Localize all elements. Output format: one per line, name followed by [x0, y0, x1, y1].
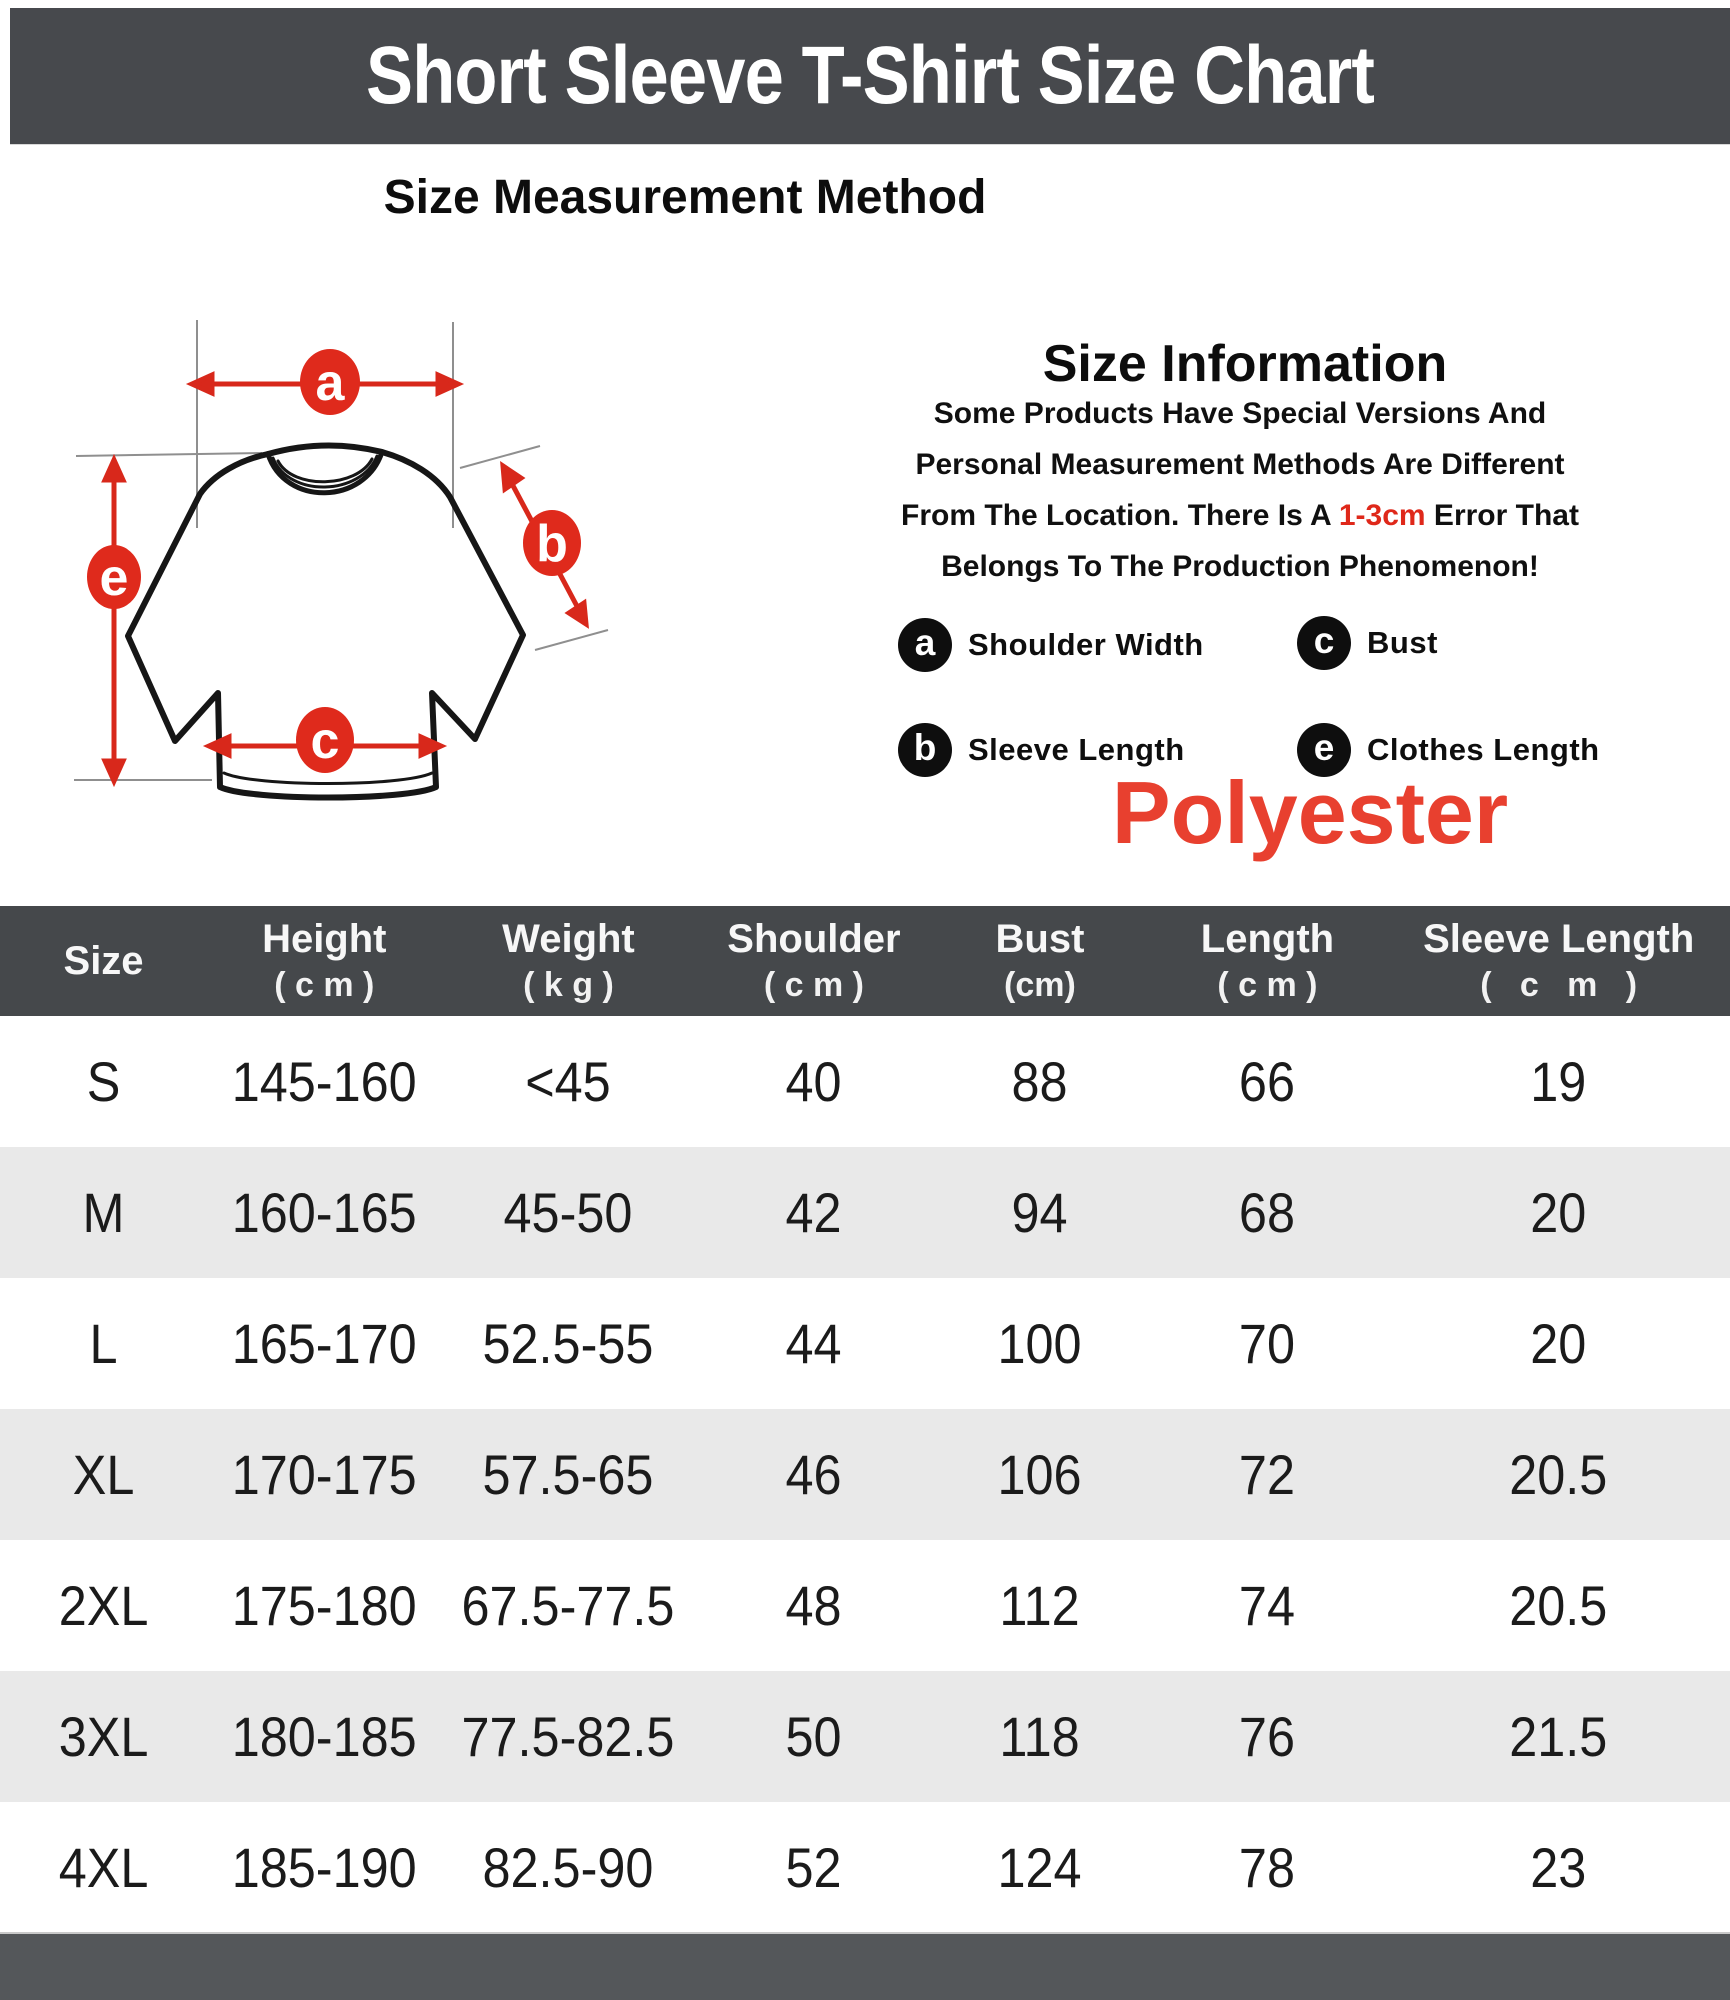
table-cell: 100: [997, 1312, 1082, 1375]
table-cell: 160-165: [231, 1181, 417, 1244]
table-cell: 48: [785, 1574, 842, 1637]
table-row-l: [0, 1278, 1730, 1409]
table-row-3xl: [0, 1671, 1730, 1802]
table-cell: 88: [1011, 1050, 1068, 1113]
table-cell: 94: [1011, 1181, 1068, 1244]
material-label: Polyester: [1111, 763, 1509, 862]
table-cell: 72: [1239, 1443, 1296, 1506]
table-cell: 19: [1530, 1050, 1587, 1113]
legend-marker-a: a: [898, 618, 952, 672]
table-cell: 46: [785, 1443, 842, 1506]
table-cell: 42: [785, 1181, 842, 1244]
table-cell: 70: [1239, 1312, 1296, 1375]
table-cell: 20.5: [1509, 1443, 1608, 1506]
size-table-body: [0, 1016, 1730, 1933]
table-cell: 40: [785, 1050, 842, 1113]
marker-c-letter: c: [310, 712, 340, 770]
table-row-xl: [0, 1409, 1730, 1540]
column-header-height: Height ( c m ): [262, 917, 387, 1004]
table-cell: 52.5-55: [482, 1312, 654, 1375]
table-cell: 50: [785, 1705, 842, 1768]
table-cell: S: [86, 1050, 121, 1113]
table-cell: 52: [785, 1836, 842, 1899]
table-cell: 175-180: [231, 1574, 417, 1637]
table-cell: 23: [1530, 1836, 1587, 1899]
info-line-2: Personal Measurement Methods Are Different: [915, 448, 1565, 481]
table-cell: 118: [999, 1705, 1081, 1768]
column-header-sleeve-length: Sleeve Length ( c m ): [1423, 917, 1695, 1004]
table-cell: 124: [997, 1836, 1082, 1899]
column-header-weight: Weight ( k g ): [502, 917, 635, 1004]
table-cell: 3XL: [58, 1705, 149, 1768]
size-information-heading: Size Information: [1042, 335, 1448, 393]
info-line-3: [860, 490, 1620, 541]
legend-item-shoulder-width: [898, 618, 1204, 672]
table-cell: 76: [1239, 1705, 1296, 1768]
marker-b-letter: b: [536, 515, 568, 573]
measurement-method-heading: Size Measurement Method: [383, 171, 987, 224]
table-cell: 20: [1530, 1312, 1587, 1375]
table-row-s: [0, 1016, 1730, 1147]
table-row-4xl: [0, 1802, 1730, 1933]
table-cell: 21.5: [1509, 1705, 1608, 1768]
legend-label-shoulder-width: Shoulder Width: [968, 627, 1204, 662]
table-cell: 180-185: [231, 1705, 417, 1768]
table-cell: L: [89, 1312, 118, 1375]
marker-a-letter: a: [315, 354, 345, 412]
tolerance-highlight: 1-3cm: [1338, 499, 1426, 532]
table-cell: 57.5-65: [482, 1443, 654, 1506]
legend-marker-e: e: [1297, 723, 1351, 777]
table-cell: 74: [1239, 1574, 1296, 1637]
table-cell: 45-50: [504, 1181, 633, 1244]
column-header-length: Length ( c m ): [1200, 917, 1335, 1004]
footer-band: [0, 1932, 1730, 2000]
tshirt-measurement-diagram: [0, 300, 660, 810]
column-header-shoulder: Shoulder ( c m ): [727, 917, 901, 1004]
table-cell: M: [82, 1181, 125, 1244]
info-line-1: Some Products Have Special Versions And: [933, 397, 1547, 430]
table-cell: 77.5-82.5: [461, 1705, 675, 1768]
legend-item-bust: [1297, 616, 1438, 670]
legend-label-clothes-length: Clothes Length: [1367, 732, 1600, 767]
table-cell: 67.5-77.5: [461, 1574, 675, 1637]
legend-marker-b: b: [898, 723, 952, 777]
table-cell: 78: [1239, 1836, 1296, 1899]
size-table-header: [0, 906, 1730, 1016]
table-cell: 4XL: [58, 1836, 149, 1899]
table-cell: 68: [1239, 1181, 1296, 1244]
info-line-4: Belongs To The Production Phenomenon!: [941, 550, 1539, 583]
legend-marker-c: c: [1297, 616, 1351, 670]
column-header-bust: Bust (cm): [995, 917, 1085, 1004]
table-cell: 112: [999, 1574, 1081, 1637]
table-cell: 20: [1530, 1181, 1587, 1244]
table-row-m: [0, 1147, 1730, 1278]
column-header-size: Size: [63, 938, 144, 983]
title-band: [10, 8, 1730, 144]
table-cell: 106: [997, 1443, 1082, 1506]
table-cell: 185-190: [231, 1836, 417, 1899]
tshirt-diagram-svg: [0, 300, 660, 810]
table-cell: <45: [525, 1050, 612, 1113]
page-title: Short Sleeve T-Shirt Size Chart: [366, 30, 1374, 121]
legend-label-bust: Bust: [1367, 625, 1438, 660]
table-cell: 20.5: [1509, 1574, 1608, 1637]
table-cell: 44: [785, 1312, 842, 1375]
table-cell: 66: [1239, 1050, 1296, 1113]
marker-e-letter: e: [99, 549, 129, 607]
info-line-3-pre: From The Location. There Is A: [901, 499, 1339, 532]
table-cell: XL: [72, 1443, 135, 1506]
table-cell: 170-175: [231, 1443, 417, 1506]
table-cell: 145-160: [231, 1050, 417, 1113]
table-cell: 2XL: [58, 1574, 149, 1637]
legend-label-sleeve-length: Sleeve Length: [968, 732, 1185, 767]
info-line-3-post: Error That: [1425, 499, 1579, 532]
table-row-2xl: [0, 1540, 1730, 1671]
table-cell: 165-170: [231, 1312, 417, 1375]
size-information-text: [860, 388, 1620, 592]
table-cell: 82.5-90: [482, 1836, 654, 1899]
